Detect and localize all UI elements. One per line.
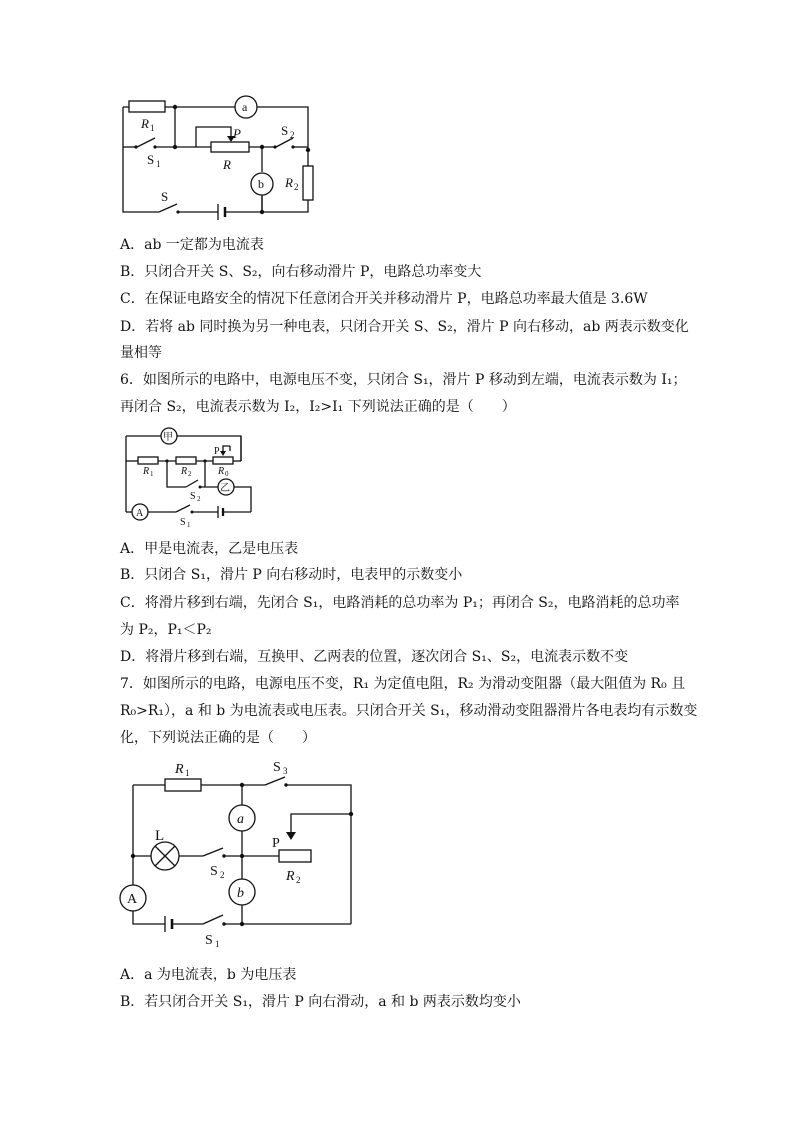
q5-option-b: B．只闭合开关 S、S₂，向右移动滑片 P，电路总功率变大 <box>120 264 482 280</box>
q5-option-a: A．ab 一定都为电流表 <box>120 237 264 253</box>
svg-text:乙: 乙 <box>220 483 230 494</box>
q7-stem-cont-2: 化，下列说法正确的是（ ） <box>120 730 316 746</box>
svg-text:1: 1 <box>150 123 155 133</box>
svg-text:2: 2 <box>220 870 225 880</box>
rheostat-r0 <box>213 457 233 464</box>
svg-text:R: R <box>143 466 150 477</box>
resistor-r1 <box>138 457 158 464</box>
svg-text:P: P <box>233 126 241 141</box>
svg-text:S: S <box>161 189 169 204</box>
svg-text:0: 0 <box>225 470 229 478</box>
circuit-diagram-3 <box>115 752 365 952</box>
svg-text:A: A <box>127 892 138 907</box>
svg-text:S: S <box>147 152 155 167</box>
svg-text:3: 3 <box>283 766 288 776</box>
svg-text:S: S <box>210 864 218 879</box>
resistor-r1 <box>129 101 165 112</box>
q7-stem: 7．如图所示的电路，电源电压不变，R₁ 为定值电阻，R₂ 为滑动变阻器（最大阻值为 R₀ 且 <box>120 676 686 692</box>
svg-text:A: A <box>136 508 144 519</box>
circuit-diagram-1 <box>115 90 335 220</box>
q5-option-c: C．在保证电路安全的情况下任意闭合开关并移动滑片 P，电路总功率最大值是 3.6W <box>120 291 648 307</box>
q6-option-a: A．甲是电流表，乙是电压表 <box>120 541 299 557</box>
svg-text:S: S <box>205 933 213 948</box>
resistor-r2 <box>176 457 196 464</box>
svg-text:2: 2 <box>197 495 201 503</box>
rheostat-r2 <box>279 850 311 862</box>
q6-option-d: D．将滑片移到右端，互换甲、乙两表的位置，逐次闭合 S₁、S₂，电流表示数不变 <box>120 649 629 665</box>
q7-option-a: A．a 为电流表，b 为电压表 <box>120 967 297 983</box>
q6-option-c-cont: 为 P₂，P₁＜P₂ <box>120 622 212 638</box>
svg-text:b: b <box>258 177 264 191</box>
q6-stem: 6．如图所示的电路中，电源电压不变，只闭合 S₁，滑片 P 移动到左端，电流表示数为 I₁； <box>120 372 687 388</box>
svg-text:P: P <box>214 446 220 457</box>
svg-text:R: R <box>286 869 295 884</box>
svg-text:1: 1 <box>185 768 190 778</box>
q6-option-b: B．只闭合 S₁，滑片 P 向右移动时，电表甲的示数变小 <box>120 567 463 583</box>
svg-text:2: 2 <box>294 182 299 192</box>
svg-text:2: 2 <box>188 470 192 478</box>
q5-option-d-cont: 量相等 <box>120 345 162 361</box>
svg-text:R: R <box>141 116 149 131</box>
q7-stem-cont: R₀>R₁），a 和 b 为电流表或电压表。只闭合开关 S₁，移动滑动变阻器滑片各电表均有示数变 <box>120 703 698 719</box>
q5-option-d: D．若将 ab 同时换为另一种电表，只闭合开关 S、S₂，滑片 P 向右移动，ab 两表示数变化 <box>120 319 689 335</box>
svg-text:2: 2 <box>296 875 301 885</box>
svg-text:2: 2 <box>290 130 295 140</box>
svg-text:R: R <box>181 466 188 477</box>
svg-text:P: P <box>272 836 280 851</box>
svg-text:1: 1 <box>156 159 161 169</box>
svg-text:1: 1 <box>215 939 220 949</box>
svg-text:R: R <box>223 157 231 172</box>
resistor-r2 <box>303 166 313 200</box>
svg-text:1: 1 <box>187 521 191 529</box>
svg-text:a: a <box>237 812 244 827</box>
svg-text:b: b <box>237 886 244 901</box>
svg-text:S: S <box>190 491 196 502</box>
svg-text:S: S <box>180 517 186 528</box>
q6-stem-cont: 再闭合 S₂，电流表示数为 I₂，I₂>I₁ 下列说法正确的是（ ） <box>120 399 516 415</box>
svg-text:L: L <box>155 828 165 844</box>
rheostat-r <box>211 142 249 152</box>
q7-option-b: B．若只闭合开关 S₁，滑片 P 向右滑动，a 和 b 两表示数均变小 <box>120 994 521 1010</box>
q6-option-c: C．将滑片移到右端，先闭合 S₁，电路消耗的总功率为 P₁；再闭合 S₂，电路消耗的总功率 <box>120 595 680 611</box>
svg-text:S: S <box>273 760 281 775</box>
svg-text:R: R <box>175 762 184 777</box>
svg-text:R: R <box>285 175 293 190</box>
resistor-r1 <box>165 779 201 791</box>
svg-text:S: S <box>281 123 289 138</box>
svg-text:1: 1 <box>150 470 154 478</box>
circuit-diagram-2 <box>118 424 258 532</box>
svg-text:a: a <box>242 100 248 114</box>
svg-text:R: R <box>218 466 225 477</box>
svg-text:甲: 甲 <box>163 432 173 443</box>
